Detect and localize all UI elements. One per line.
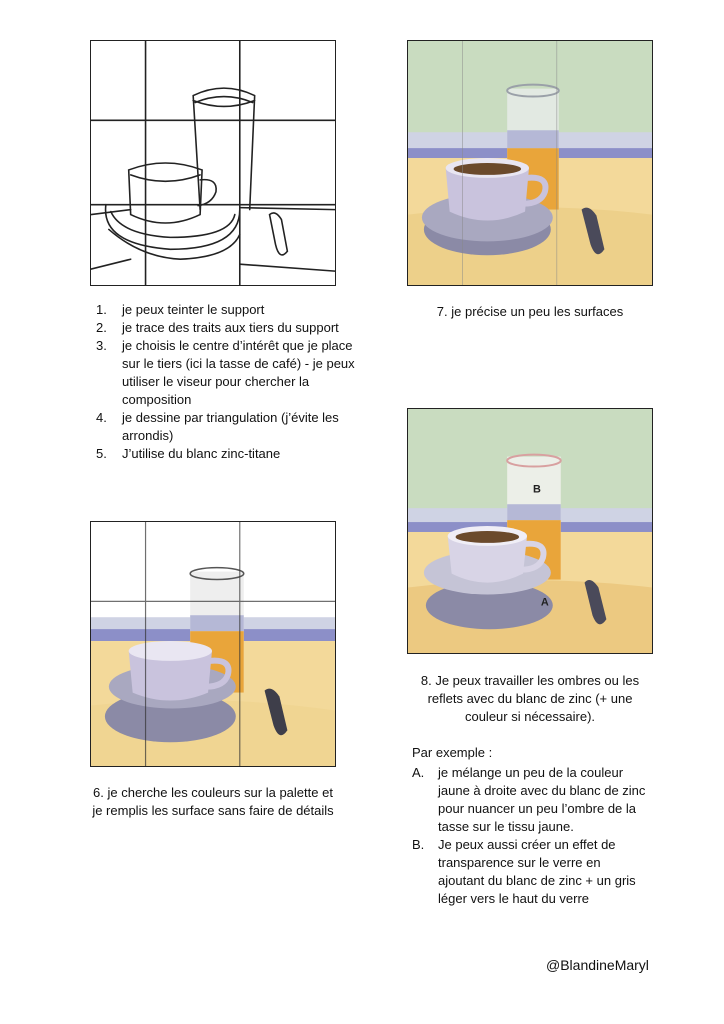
sketch-panel [90, 40, 336, 286]
step7-panel [407, 40, 653, 286]
step6-panel [90, 521, 336, 767]
list-item: 1. je peux teinter le support [96, 302, 265, 317]
sketch-drawing [91, 41, 335, 285]
list-item: 5. J’utilise du blanc zinc-titane [96, 446, 281, 461]
label-b: B [532, 483, 541, 496]
step8-painting [408, 409, 652, 653]
step8-panel [407, 408, 653, 654]
caption-step8: 8. Je peux travailler les ombres ou les reflets avec du blanc de zinc (+ une couleur si nécessaire). [420, 673, 640, 724]
list-item: B. Je peux aussi créer un effet de transparence sur le verre en ajoutant du blanc de zinc + un gris léger vers le haut du verre [412, 837, 636, 906]
label-a: A [540, 596, 549, 609]
example-intro: Par exemple : [412, 745, 493, 760]
examples-list [406, 764, 646, 908]
caption-step6: 6. je cherche les couleurs sur la palette et je remplis les surface sans faire de détails [92, 785, 334, 818]
step6-painting [91, 522, 335, 766]
steps-list [90, 301, 370, 463]
list-item: A. je mélange un peu de la couleur jaune à droite avec du blanc de zinc pour nuancer un peu l’ombre de la tasse sur le tissu jaune. [412, 765, 646, 834]
credit-text: @BlandineMaryl [546, 957, 649, 973]
list-item: 4. je dessine par triangulation (j’évite les arrondis) [96, 410, 339, 443]
list-item: 3. je choisis le centre d’intérêt que je place sur le tiers (ici la tasse de café) - je peux utiliser le viseur pour chercher la composition [96, 338, 355, 407]
caption-step7: 7. je précise un peu les surfaces [436, 304, 624, 319]
step7-painting [408, 41, 652, 285]
list-item: 2. je trace des traits aux tiers du support [96, 320, 339, 335]
